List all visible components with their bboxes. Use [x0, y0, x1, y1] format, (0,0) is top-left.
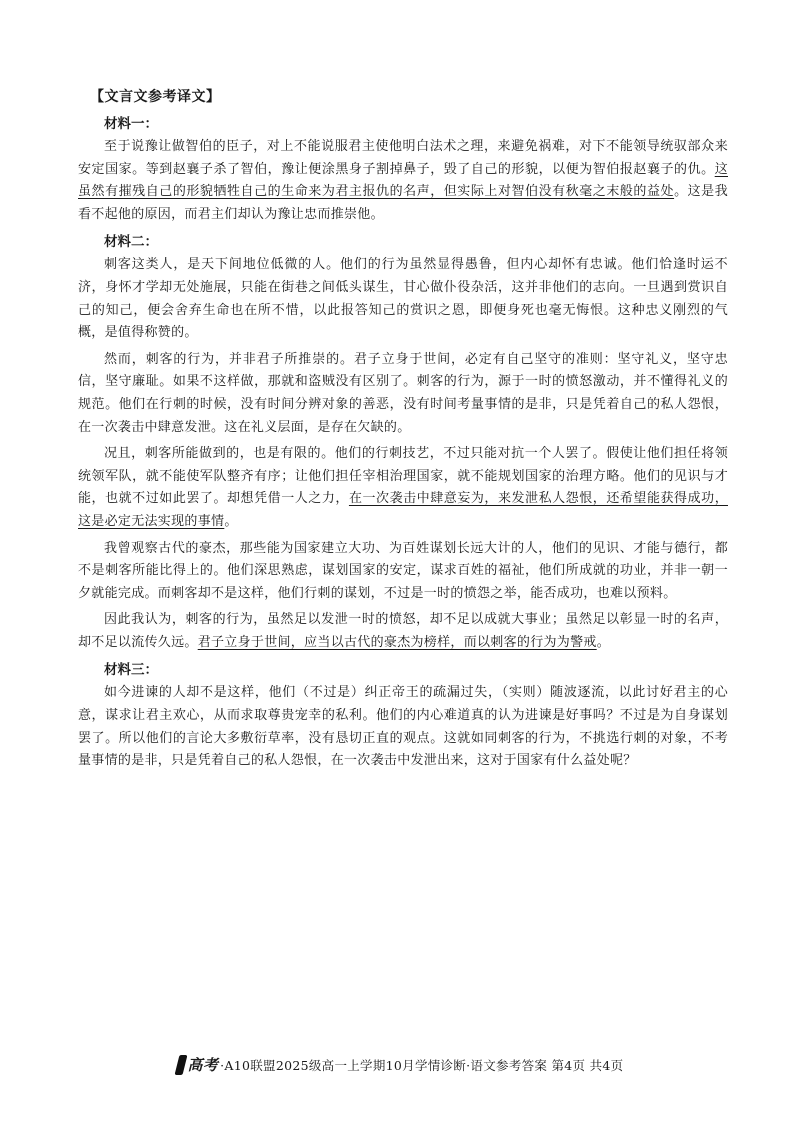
- material-1-title: 材料一：: [104, 116, 158, 132]
- document-body: [78, 86, 728, 777]
- material-1-paragraph: [78, 136, 728, 226]
- material-3-title: 材料三：: [104, 662, 158, 679]
- underlined-text: 在一次袭击中肆意妄为，来发泄私人怨恨，还希望能获得成功，这是必定无法实现的事情: [78, 491, 728, 529]
- material-2-paragraph-4: 我曾观察古代的豪杰，那些能为国家建立大功、为百姓谋划长远大计的人，他们的见识、才能与德行，都不是刺客所能比得上的。他们深思熟虑，谋划国家的安定，谋求百姓的福祉，他们所成就的功业，并非一朝一夕就能完成。而刺客却不是这样，他们行刺的谋划，不过是一时的愤怨之举，能否成功，也难以预料。: [78, 540, 728, 601]
- material-2-paragraph-2: 然而，刺客的行为，并非君子所推崇的。君子立身于世间，必定有自己坚守的准则：坚守礼义，坚守忠信，坚守廉耻。如果不这样做，那就和盗贼没有区别了。刺客的行为，源于一时的愤怒激动，并不懂得礼义的规范。他们在行刺的时候，没有时间分辨对象的善恶，没有时间考量事情的是非，只是凭着自己的私人怨恨，在一次袭击中肆意发泄。这在礼义层面，是存在欠缺的。: [78, 351, 728, 435]
- logo-text: 高考: [187, 1056, 219, 1074]
- underlined-text: 君子立身于世间，应当以古代的豪杰为榜样，而以刺客的行为为警戒: [197, 634, 597, 650]
- footer-text: ·A10联盟2025级高一上学期10月学情诊断·语文参考答案 第4页 共4页: [220, 1058, 624, 1073]
- material-2-paragraph-3: [78, 443, 728, 533]
- text-span: 因此我认为，刺客的行为，虽然足以发泄一时的愤怒，却不足以成就大事业；虽然足以彰显一时的名声，却不足以流传久远。: [78, 612, 728, 650]
- text-span: 至于说豫让做智伯的臣子，对上不能说服君主使他明白法术之理，来避免祸难，对下不能领导统驭部众来安定国家。等到赵襄子杀了智伯，豫让便涂黑身子割掉鼻子，毁了自己的形貌，以便为智伯报赵襄子的仇。: [78, 139, 728, 177]
- text-span: 。: [596, 634, 611, 650]
- underlined-text: 这虽然有摧残自己的形貌牺牲自己的生命来为君主报仇的名声，但实际上对智伯没有秋毫之末般的益处: [78, 161, 728, 200]
- page-footer: [0, 1054, 800, 1075]
- logo-icon: [174, 1055, 187, 1075]
- text-span: 况且，刺客所能做到的，也是有限的。他们的行刺技艺，不过只能对抗一个人罢了。假使让他们担任将领统领军队，就不能使军队整齐有序；让他们担任宰相治理国家，就不能规划国家的治理方略。他们的见识与才能，也就不过如此罢了。却想凭借一人之力，: [78, 446, 728, 507]
- text-span: 。这是我看不起他的原因，而君主们却认为豫让忠而推崇他。: [78, 184, 729, 222]
- material-3-paragraph: 如今进谏的人却不是这样，他们（不过是）纠正帝王的疏漏过失，（实则）随波逐流，以此讨好君主的心意，谋求让君主欢心，从而求取尊贵宠幸的私利。他们的内心难道真的认为进谏是好事吗？不过是为自身谋划罢了。所以他们的言论大多敷衍草率，没有恳切正直的观点。这就如同刺客的行为，不挑选行刺的对象，不考量事情的是非，只是凭着自己的私人怨恨，在一次袭击中发泄出来，这对于国家有什么益处呢？: [78, 685, 728, 769]
- material-2-paragraph-5: [78, 609, 728, 654]
- section-heading: 【文言文参考译文】: [90, 89, 221, 105]
- material-2-paragraph-1: 刺客这类人，是天下间地位低微的人。他们的行为虽然显得愚鲁，但内心却怀有忠诚。他们恰逢时运不济，身怀才学却无处施展，只能在街巷之间低头谋生，甘心做仆役杂活，这并非他们的志向。一旦遇到赏识自己的知己，便会舍弃生命也在所不惜，以此报答知己的赏识之恩，即便身死也毫无悔恨。这种忠义刚烈的气概，是值得称赞的。: [78, 257, 728, 341]
- text-span: 。: [224, 513, 238, 529]
- material-2-title: 材料二：: [104, 234, 158, 251]
